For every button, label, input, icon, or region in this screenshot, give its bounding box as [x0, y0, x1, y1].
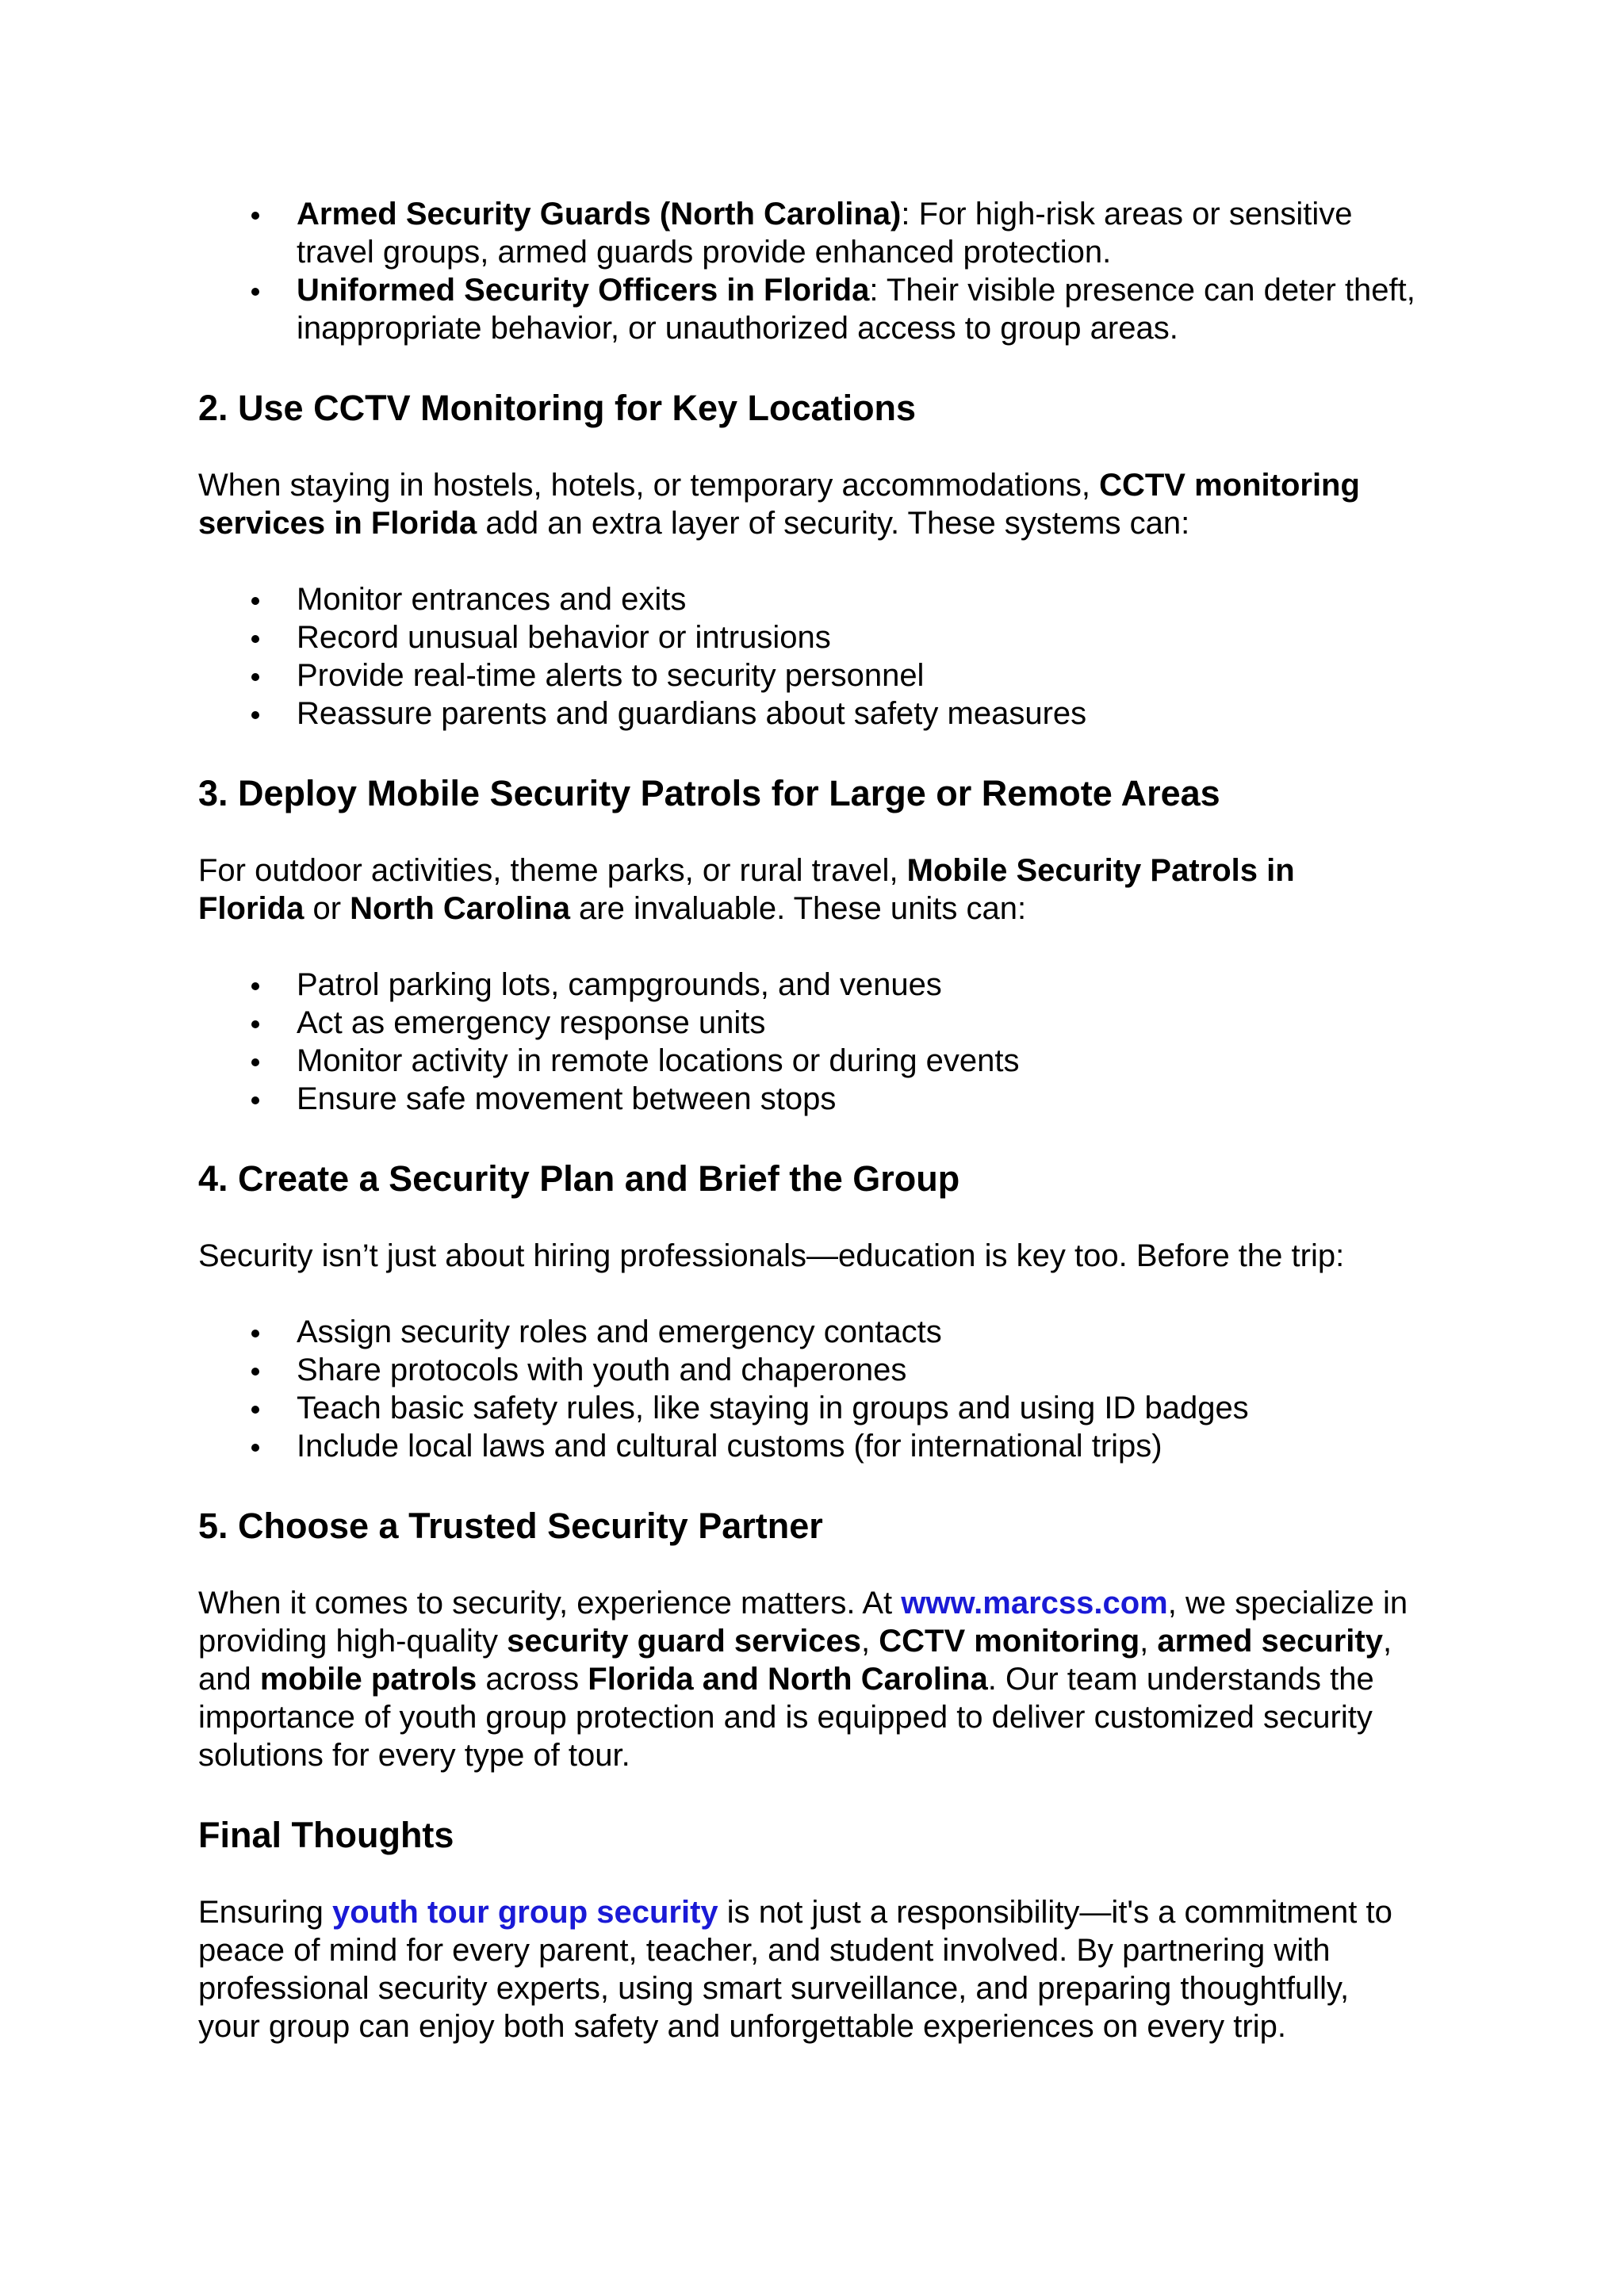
section-heading-partner: 5. Choose a Trusted Security Partner: [198, 1506, 823, 1546]
list-item: Record unusual behavior or intrusions: [198, 618, 1435, 656]
patrols-list: [198, 966, 1435, 1118]
section-paragraph: For outdoor activities, theme parks, or rural travel, Mobile Security Patrols in Florida or North Carolina are invaluable. These units can:: [198, 853, 1295, 926]
list-item: Monitor entrances and exits: [198, 580, 1435, 618]
youth-security-link[interactable]: youth tour group security: [331, 1895, 718, 1930]
section-paragraph: Ensuring youth tour group security is not just a responsibility—it's a commitment to peace of mind for every parent, teacher, and student involved. By partnering with professional security experts, using smart surveillance, and preparing thoughtfully, your group can enjoy both safety and unforgettable experiences on every trip.: [198, 1895, 1392, 2044]
marcss-link[interactable]: www.marcss.com: [901, 1586, 1168, 1621]
list-item: Provide real-time alerts to security personnel: [198, 656, 1435, 695]
list-item: Act as emergency response units: [198, 1004, 1435, 1042]
list-item: Share protocols with youth and chaperones: [198, 1351, 1435, 1389]
section-heading-final: Final Thoughts: [198, 1815, 454, 1855]
list-item: Armed Security Guards (North Carolina): For high-risk areas or sensitive travel groups, armed guards provide enhanced protection.: [198, 195, 1435, 271]
section-heading-patrols: 3. Deploy Mobile Security Patrols for Large or Remote Areas: [198, 773, 1220, 813]
section-paragraph: When it comes to security, experience matters. At www.marcss.com, we specialize in providing high-quality security guard services, CCTV monitoring, armed security, and mobile patrols across Florida and North Carolina. Our team understands the importance of youth group protection and is equipped to deliver customized security solutions for every type of tour.: [198, 1586, 1408, 1773]
document-page: [198, 195, 1435, 2045]
cctv-list: [198, 580, 1435, 733]
plan-list: [198, 1313, 1435, 1465]
section-heading-plan: 4. Create a Security Plan and Brief the Group: [198, 1158, 960, 1199]
list-item: Assign security roles and emergency contacts: [198, 1313, 1435, 1351]
list-item: Teach basic safety rules, like staying in groups and using ID badges: [198, 1389, 1435, 1427]
list-item: Ensure safe movement between stops: [198, 1080, 1435, 1118]
section-heading-cctv: 2. Use CCTV Monitoring for Key Locations: [198, 388, 917, 428]
section-paragraph: When staying in hostels, hotels, or temporary accommodations, CCTV monitoring services in Florida add an extra layer of security. These systems can:: [198, 468, 1360, 541]
list-item: Uniformed Security Officers in Florida: Their visible presence can deter theft, inappropriate behavior, or unauthorized access to group areas.: [198, 271, 1435, 347]
list-item: Reassure parents and guardians about safety measures: [198, 695, 1435, 733]
list-item: Monitor activity in remote locations or during events: [198, 1042, 1435, 1080]
intro-list: [198, 195, 1435, 347]
list-item: Patrol parking lots, campgrounds, and venues: [198, 966, 1435, 1004]
list-item: Include local laws and cultural customs (for international trips): [198, 1427, 1435, 1465]
section-paragraph: Security isn’t just about hiring professionals—education is key too. Before the trip:: [198, 1238, 1345, 1273]
